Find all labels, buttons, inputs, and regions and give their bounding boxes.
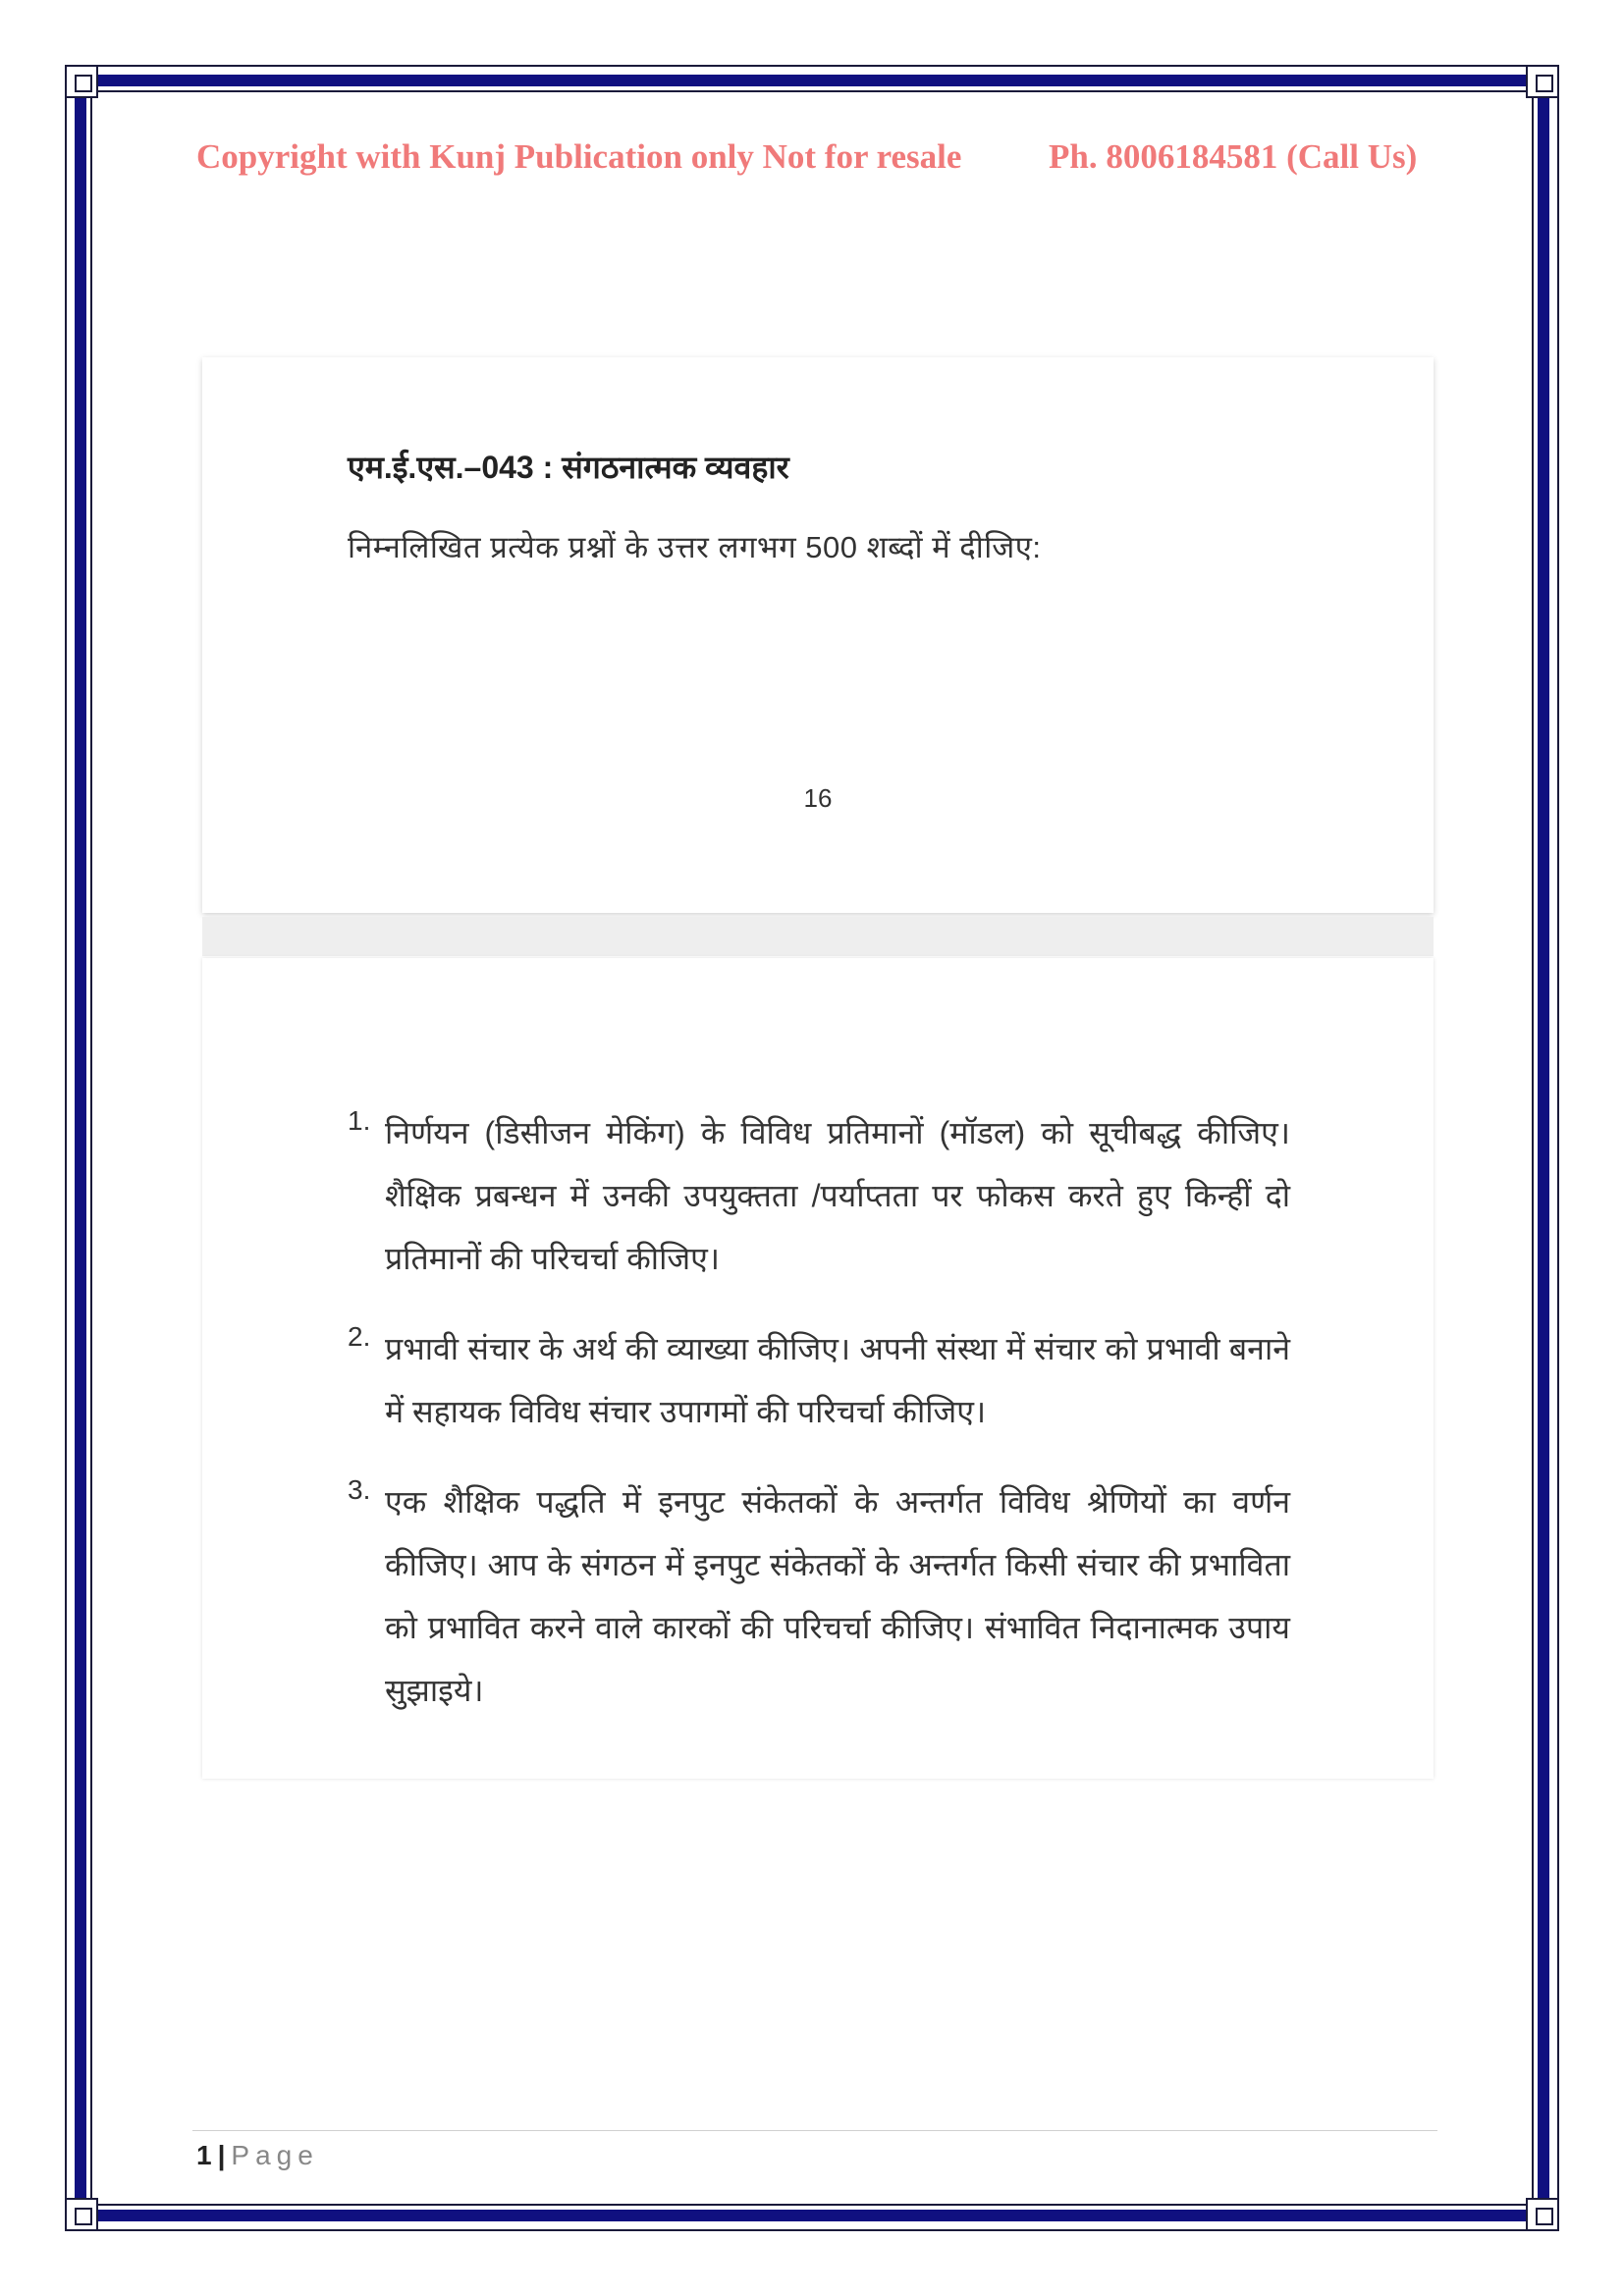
border-corner-ornament [1526,65,1559,98]
question-text: एक शैक्षिक पद्धति में इनपुट संकेतकों के अन्तर्गत विविध श्रेणियों का वर्णन कीजिए। आप के संगठन में इनपुट संकेतकों के अन्तर्गत किसी संचार की प्रभाविता को प्रभावित करने वाले कारकों की परिचर्चा कीजिए। संभावित निदानात्मक उपाय सुझाइये। [385,1484,1290,1708]
footer-separator: | [217,2140,226,2170]
footer-divider [192,2130,1437,2131]
footer-page-number: 1 [196,2140,212,2170]
question-text: निर्णयन (डिसीजन मेकिंग) के विविध प्रतिमानों (मॉडल) को सूचीबद्ध कीजिए। शैक्षिक प्रबन्धन में उनकी उपयुक्तता /पर्याप्तता पर फोकस करते हुए किन्हीं दो प्रतिमानों की परिचर्चा कीजिए। [385,1115,1290,1276]
question-number: 1. [348,1105,371,1136]
contact-phone: Ph. 8006184581 (Call Us) [1049,137,1418,176]
scanned-page-questions [202,958,1434,1779]
scanned-page-top [202,357,1434,913]
scanned-page-number: 16 [803,783,833,813]
page-header [196,137,1434,177]
question-text: प्रभावी संचार के अर्थ की व्याख्या कीजिए। अपनी संस्था में संचार को प्रभावी बनाने में सहायक विविध संचार उपागमों की परिचर्चा कीजिए। [385,1331,1290,1429]
question-number: 3. [348,1474,371,1505]
border-corner-ornament [65,65,98,98]
paper-title: एम.ई.एस.–043 : संगठनात्मक व्यवहार [348,450,789,485]
question-item [348,1470,1290,1722]
border-corner-ornament [65,2198,98,2231]
copyright-notice: Copyright with Kunj Publication only Not for resale [196,137,962,176]
footer-page-label: Page [231,2140,319,2170]
border-corner-ornament [1526,2198,1559,2231]
question-item [348,1317,1290,1443]
question-item [348,1101,1290,1290]
question-list [348,1101,1290,1749]
instruction-text: निम्नलिखित प्रत्येक प्रश्नों के उत्तर लगभग 500 शब्दों में दीजिए: [348,530,1042,564]
page-footer [196,2140,319,2171]
page-gap [202,917,1434,956]
question-number: 2. [348,1321,371,1352]
